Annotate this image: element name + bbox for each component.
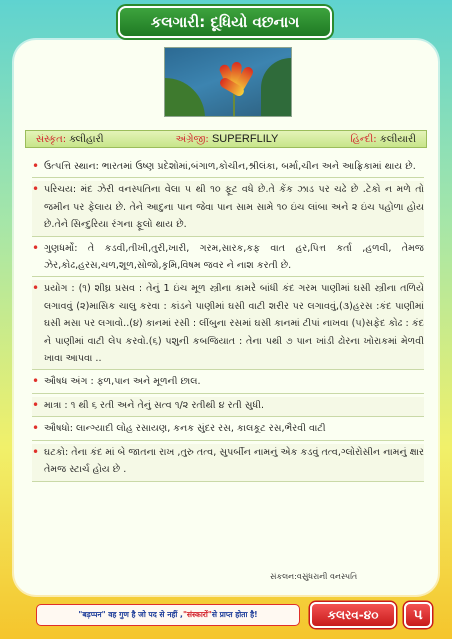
- sanskrit-label: સંસ્કૃત:: [36, 133, 67, 145]
- list-item: • પ્રયોગ : (૧) શીઘ્ર પ્રસવ : તેનું 1 ઇંચ મૂળ સ્ત્રીના કામરે બાંધી કંદ ગરમ પાણીમાં ઘસી સ્ત્રીના તળિયે લગાવવું (૨)માસિક ચાલુ કરવા : કાંડને પાણીમાં ઘસી વાટી શરીર પર લગાવવું,(૩)હરસ :કંદ પાણીમાં ઘસી મસા પર લગાવો..(૪) કાનમાં રસી : લીંબુના રસમાં ઘસી કાનમાં ટીપાં નાખવા (૫)સફેદ કોઢ : કંદ ને પાણીમાં વાટી લેપ કરવો.(૬) પશુની કબજિયાત : તેના પથી ૭ પાન ખાંડી ઢોરના ખોરાકમાં મેળવી ખાવા આપવા ..: [32, 280, 424, 370]
- plant-names-bar: [25, 130, 427, 148]
- list-item: • ગુણધર્મો: તે કડવી,તીખી,તુરી,ખારી, ગરમ,સારક,કફ વાત હર,પિત્ત કર્તા ,હળવી, તેમજ ઝેર,કોઢ,હરસ,ચળ,શૂળ,સોજો,કૃમિ,વિષમ જવર ને નાશ કરતી છે.: [32, 240, 424, 278]
- bullet-icon: •: [32, 397, 40, 412]
- hindi-value: કલીયારી: [379, 133, 416, 145]
- english-name: [176, 133, 279, 145]
- list-item: • ઘટકો: તેના કંદ માં બે જાતના રાખ ,તુરુ તત્વ, સુપર્બીન નામનું એક કડવું તત્વ,ગ્લોરોસીન નામનું ક્ષાર તેમજ સ્ટાર્ચ હોય છે .: [32, 444, 424, 482]
- source-credit: સંકલન:વસુંધરાની વનસ્પતિ: [270, 572, 358, 581]
- page-title: કલગારી: દૂધિયો વછનાગ: [118, 6, 332, 38]
- bullet-icon: •: [32, 374, 40, 389]
- flower-photo: [164, 47, 292, 117]
- slogan-part-1: "बड़प्पन" वह गुण है जो पद से नहीं ,: [78, 610, 183, 619]
- bullet-icon: •: [32, 159, 40, 173]
- slogan-part-3: से प्राप्त होता है!: [211, 610, 258, 619]
- list-item: • ઔષધો: લાન્ગ્યાદી લોહ રસાયણ, કનક સુંદર રસ, કાલકૂટ રસ,ભૈરવી વાટી: [32, 420, 424, 440]
- bullet-icon: •: [32, 240, 40, 255]
- list-item: • ઉત્પત્તિ સ્થાન: ભારતમાં ઉષ્ણ પ્રદેશોમાં,બંગાળ,કોચીન,શ્રીલંકા, બર્મા,ચીન અને આફ્રિકામાં થાય છે.: [32, 158, 424, 178]
- bullet-icon: •: [32, 444, 40, 459]
- page-number: ૫: [404, 602, 432, 628]
- slogan-part-2: "संस्कारों": [182, 610, 212, 619]
- hindi-name: [350, 134, 416, 145]
- footer-slogan: [36, 604, 300, 626]
- list-item: • માત્રા : ૧ થી ૬ રતી અને તેનું સત્વ ૧/૨ રતીથી ૪ રતી સુધી.: [32, 397, 424, 417]
- english-label: અંગ્રેજી:: [175, 134, 209, 145]
- english-value: SUPERFLILY: [211, 133, 279, 145]
- info-list: [32, 158, 424, 485]
- bullet-icon: •: [32, 281, 40, 296]
- bullet-icon: •: [32, 421, 40, 436]
- list-item: • ઔષધ અંગ : ફળ,પાન અને મૂળની છાલ.: [32, 373, 424, 393]
- sanskrit-value: ક્લીહારી: [69, 133, 104, 145]
- hindi-label: હિન્દી:: [350, 133, 377, 145]
- sanskrit-name: [36, 134, 104, 145]
- issue-badge: કલરવ-૪૦: [310, 602, 396, 628]
- bullet-icon: •: [32, 182, 40, 197]
- list-item: • પરિચય: મંદ ઝેરી વનસ્પતિના વેલા ૫ થી ૧૦ ફૂટ વધે છે.તે કેંક ઝાડ પર ચઢે છે .ટેકો ન મળે તો જમીન પર ફેલાય છે. તેને આદુના પાન જેવા પાન સામ સામે ૧૦ ઇંચ લાંબા અને ૨ ઇંચ પહોળા હોય છે.તેને સિન્દુરિયા રંગના ફૂલો થાય છે.: [32, 181, 424, 236]
